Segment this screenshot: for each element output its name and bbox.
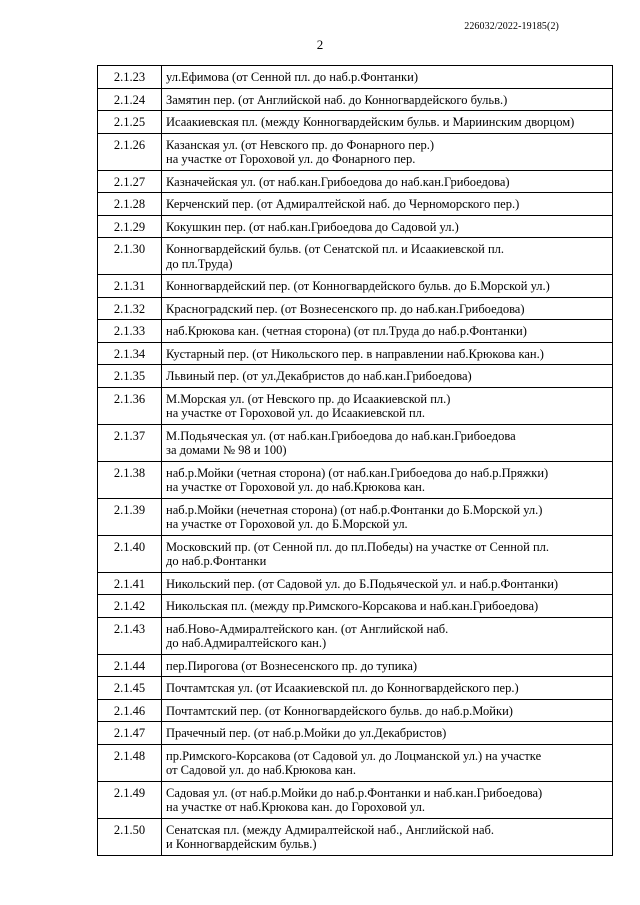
item-number: 2.1.41 — [98, 572, 162, 595]
item-number: 2.1.37 — [98, 424, 162, 461]
street-description: Кустарный пер. (от Никольского пер. в направлении наб.Крюкова кан.) — [162, 342, 613, 365]
street-description: наб.Крюкова кан. (четная сторона) (от пл.Труда до наб.р.Фонтанки) — [162, 320, 613, 343]
table-row — [98, 818, 613, 855]
item-number: 2.1.25 — [98, 111, 162, 134]
street-description: наб.р.Мойки (четная сторона) (от наб.кан.Грибоедова до наб.р.Пряжки) на участке от Гороховой ул. до наб.Крюкова кан. — [162, 461, 613, 498]
item-number: 2.1.31 — [98, 275, 162, 298]
item-number: 2.1.34 — [98, 342, 162, 365]
item-number: 2.1.33 — [98, 320, 162, 343]
table-row — [98, 387, 613, 424]
street-description: наб.Ново-Адмиралтейского кан. (от Английской наб. до наб.Адмиралтейского кан.) — [162, 617, 613, 654]
street-description: М.Морская ул. (от Невского пр. до Исаакиевской пл.) на участке от Гороховой ул. до Исаакиевской пл. — [162, 387, 613, 424]
street-description: Никольская пл. (между пр.Римского-Корсакова и наб.кан.Грибоедова) — [162, 595, 613, 618]
table-row — [98, 699, 613, 722]
street-description: наб.р.Мойки (нечетная сторона) (от наб.р.Фонтанки до Б.Морской ул.) на участке от Гороховой ул. до Б.Морской ул. — [162, 498, 613, 535]
table-row — [98, 572, 613, 595]
table-row — [98, 133, 613, 170]
table-row — [98, 744, 613, 781]
street-description: Красноградский пер. (от Вознесенского пр. до наб.кан.Грибоедова) — [162, 297, 613, 320]
item-number: 2.1.42 — [98, 595, 162, 618]
item-number: 2.1.38 — [98, 461, 162, 498]
street-description: М.Подьяческая ул. (от наб.кан.Грибоедова до наб.кан.Грибоедова за домами № 98 и 100) — [162, 424, 613, 461]
street-description: Замятин пер. (от Английской наб. до Конногвардейского бульв.) — [162, 88, 613, 111]
street-description: пер.Пирогова (от Вознесенского пр. до тупика) — [162, 654, 613, 677]
table-row — [98, 238, 613, 275]
street-description: Львиный пер. (от ул.Декабристов до наб.кан.Грибоедова) — [162, 365, 613, 388]
item-number: 2.1.46 — [98, 699, 162, 722]
street-description: Казначейская ул. (от наб.кан.Грибоедова до наб.кан.Грибоедова) — [162, 170, 613, 193]
item-number: 2.1.43 — [98, 617, 162, 654]
table-row — [98, 111, 613, 134]
table-row — [98, 535, 613, 572]
table-row — [98, 781, 613, 818]
item-number: 2.1.40 — [98, 535, 162, 572]
table-row — [98, 88, 613, 111]
table-row — [98, 461, 613, 498]
table-row — [98, 498, 613, 535]
table-row — [98, 617, 613, 654]
table-row — [98, 365, 613, 388]
street-description: Керченский пер. (от Адмиралтейской наб. до Черноморского пер.) — [162, 193, 613, 216]
street-description: ул.Ефимова (от Сенной пл. до наб.р.Фонтанки) — [162, 66, 613, 89]
item-number: 2.1.35 — [98, 365, 162, 388]
street-description: Исаакиевская пл. (между Конногвардейским бульв. и Мариинским дворцом) — [162, 111, 613, 134]
item-number: 2.1.29 — [98, 215, 162, 238]
street-description: пр.Римского-Корсакова (от Садовой ул. до Лоцманской ул.) на участке от Садовой ул. до наб.Крюкова кан. — [162, 744, 613, 781]
page-number: 2 — [316, 37, 324, 52]
street-description: Сенатская пл. (между Адмиралтейской наб., Английской наб. и Конногвардейским бульв.) — [162, 818, 613, 855]
table-row — [98, 595, 613, 618]
item-number: 2.1.47 — [98, 722, 162, 745]
item-number: 2.1.28 — [98, 193, 162, 216]
item-number: 2.1.45 — [98, 677, 162, 700]
table-row — [98, 275, 613, 298]
table-row — [98, 170, 613, 193]
table-row — [98, 297, 613, 320]
table-row — [98, 342, 613, 365]
item-number: 2.1.24 — [98, 88, 162, 111]
item-number: 2.1.50 — [98, 818, 162, 855]
item-number: 2.1.48 — [98, 744, 162, 781]
street-description: Прачечный пер. (от наб.р.Мойки до ул.Декабристов) — [162, 722, 613, 745]
table-row — [98, 722, 613, 745]
streets-table — [97, 65, 613, 856]
table-row — [98, 424, 613, 461]
street-description: Никольский пер. (от Садовой ул. до Б.Подьяческой ул. и наб.р.Фонтанки) — [162, 572, 613, 595]
street-description: Московский пр. (от Сенной пл. до пл.Победы) на участке от Сенной пл. до наб.р.Фонтанки — [162, 535, 613, 572]
table-row — [98, 654, 613, 677]
table-row — [98, 215, 613, 238]
item-number: 2.1.23 — [98, 66, 162, 89]
item-number: 2.1.26 — [98, 133, 162, 170]
street-description: Почтамтская ул. (от Исаакиевской пл. до Конногвардейского пер.) — [162, 677, 613, 700]
item-number: 2.1.32 — [98, 297, 162, 320]
item-number: 2.1.49 — [98, 781, 162, 818]
item-number: 2.1.36 — [98, 387, 162, 424]
street-description: Конногвардейский бульв. (от Сенатской пл. и Исаакиевской пл. до пл.Труда) — [162, 238, 613, 275]
table-row — [98, 677, 613, 700]
street-description: Конногвардейский пер. (от Конногвардейского бульв. до Б.Морской ул.) — [162, 275, 613, 298]
item-number: 2.1.30 — [98, 238, 162, 275]
document-number: 226032/2022-19185(2) — [464, 21, 559, 32]
table-row — [98, 66, 613, 89]
table-row — [98, 320, 613, 343]
item-number: 2.1.44 — [98, 654, 162, 677]
street-description: Кокушкин пер. (от наб.кан.Грибоедова до Садовой ул.) — [162, 215, 613, 238]
streets-table-body — [98, 66, 613, 856]
street-description: Казанская ул. (от Невского пр. до Фонарного пер.) на участке от Гороховой ул. до Фонарного пер. — [162, 133, 613, 170]
street-description: Почтамтский пер. (от Конногвардейского бульв. до наб.р.Мойки) — [162, 699, 613, 722]
street-description: Садовая ул. (от наб.р.Мойки до наб.р.Фонтанки и наб.кан.Грибоедова) на участке от наб.Крюкова кан. до Гороховой ул. — [162, 781, 613, 818]
item-number: 2.1.27 — [98, 170, 162, 193]
item-number: 2.1.39 — [98, 498, 162, 535]
table-row — [98, 193, 613, 216]
